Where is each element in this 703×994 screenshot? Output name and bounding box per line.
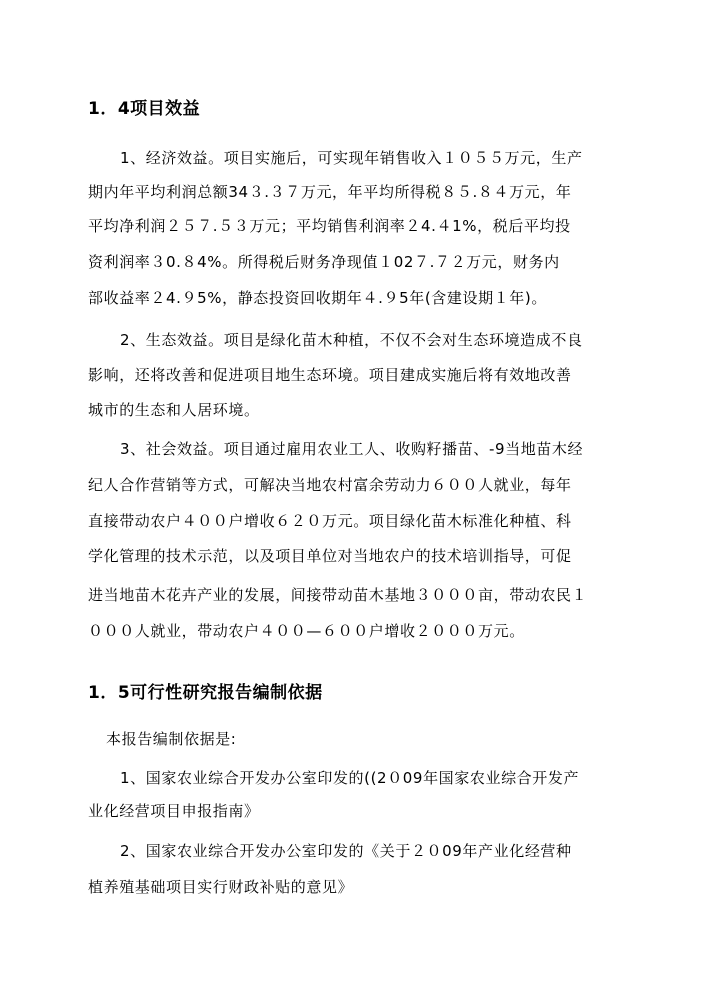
paragraph-line: 平均净利润２５７.５３万元；平均销售利润率２4.４1%，税后平均投: [88, 217, 571, 235]
paragraph-line: 部收益率２4.９5%，静态投资回收期年４.９5年(含建设期１年)。: [88, 289, 547, 307]
paragraph-line: 纪人合作营销等方式，可解决当地农村富余劳动力６００人就业，每年: [88, 476, 572, 494]
paragraph-line: 1、国家农业综合开发办公室印发的((2０09年国家农业综合开发产: [120, 769, 580, 787]
paragraph-line: 直接带动农户４００户增收６２０万元。项目绿化苗木标准化种植、科: [88, 512, 572, 530]
section-heading-1-5: 1．5可行性研究报告编制依据: [88, 683, 323, 703]
intro-line: 本报告编制依据是:: [106, 730, 237, 748]
paragraph-line: 2、生态效益。项目是绿化苗木种植，不仅不会对生态环境造成不良: [120, 331, 583, 349]
paragraph-line: 资利润率３0.８4%。所得税后财务净现值１02７.７２万元，财务内: [88, 253, 560, 271]
paragraph-line: 城市的生态和人居环境。: [88, 401, 260, 419]
paragraph-line: 期内年平均利润总额34３.３７万元，年平均所得税８５.８４万元，年: [88, 183, 572, 201]
paragraph-line: ０００人就业，带动农户４００—６００户增收２０００万元。: [88, 622, 525, 640]
section-heading-1-4: 1．4项目效益: [88, 99, 201, 119]
paragraph-line: 进当地苗木花卉产业的发展，间接带动苗木基地３０００亩，带动农民１: [88, 586, 588, 604]
paragraph-line: 业化经营项目申报指南》: [88, 802, 260, 820]
paragraph-line: 植养殖基础项目实行财政补贴的意见》: [88, 878, 354, 896]
paragraph-line: 学化管理的技术示范，以及项目单位对当地农户的技术培训指导，可促: [88, 547, 572, 565]
paragraph-line: 2、国家农业综合开发办公室印发的《关于２０09年产业化经营种: [120, 842, 572, 860]
paragraph-line: 影响，还将改善和促进项目地生态环境。项目建成实施后将有效地改善: [88, 366, 572, 384]
paragraph-line: 1、经济效益。项目实施后，可实现年销售收入１０５５万元，生产: [120, 149, 583, 167]
paragraph-line: 3、社会效益。项目通过雇用农业工人、收购籽播苗、-9当地苗木经: [120, 440, 584, 458]
